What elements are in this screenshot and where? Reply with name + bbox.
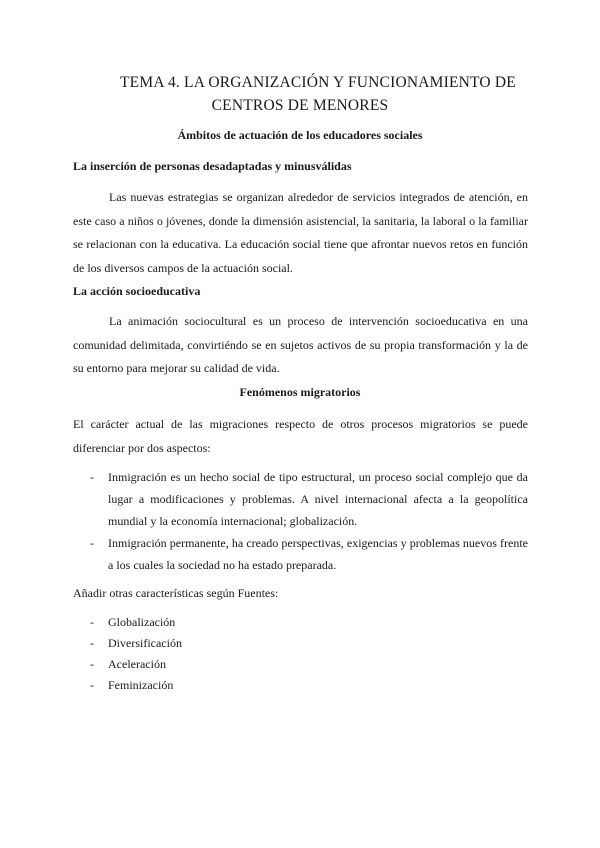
list-dash: - — [90, 636, 94, 650]
list-dash: - — [90, 657, 94, 671]
list-item — [73, 466, 528, 532]
paragraph-insercion: Las nuevas estrategias se organizan alrededor de servicios integrados de atención, en este caso a niños o jóvenes, donde la dimensión asistencial, la sanitaria, la laboral o la familiar se relacionan con la educativa. La educación social tiene que afrontar nuevos retos en función de los diversos campos de la actuación social. — [73, 190, 528, 275]
list-item-text: Globalización — [108, 615, 176, 629]
list-item-text: Inmigración permanente, ha creado perspectivas, exigencias y problemas nuevos frente a los cuales la sociedad no ha estado preparada. — [108, 536, 528, 572]
paragraph-migraciones-intro: El carácter actual de las migraciones respecto de otros procesos migratorios se puede diferenciar por dos aspectos: — [73, 417, 528, 455]
list-item-text: Aceleración — [108, 657, 166, 671]
document-title-line-1: TEMA 4. LA ORGANIZACIÓN Y FUNCIONAMIENTO DE — [120, 74, 516, 91]
list-dash: - — [90, 615, 94, 629]
list-item — [73, 675, 528, 696]
list-item — [73, 654, 528, 675]
section-heading-accion: La acción socioeducativa — [73, 284, 201, 298]
list-item-text: Diversificación — [108, 636, 182, 650]
section-heading-fenomenos: Fenómenos migratorios — [239, 385, 361, 399]
list-item-text: Inmigración es un hecho social de tipo estructural, un proceso social complejo que da lugar a modificaciones y problemas. A nivel internacional afecta a la geopolítica mundial y la economía internacional; globalización. — [108, 470, 528, 528]
list-item — [73, 633, 528, 654]
paragraph-accion: La animación sociocultural es un proceso de intervención socioeducativa en una comunidad delimitada, convirtiéndo se en sujetos activos de su propia transformación y la de su entorno para mejorar su calidad de vida. — [73, 314, 528, 375]
list-item — [73, 612, 528, 633]
subtitle-heading: Ámbitos de actuación de los educadores sociales — [177, 128, 423, 142]
list-item — [73, 532, 528, 576]
document-title-line-2: CENTROS DE MENORES — [211, 97, 389, 114]
list-item-text: Feminización — [108, 678, 174, 692]
characteristics-list — [73, 612, 528, 696]
list-dash: - — [90, 470, 94, 484]
list-dash: - — [90, 678, 94, 692]
list-dash: - — [90, 536, 94, 550]
paragraph-extra-intro: Añadir otras características según Fuentes: — [73, 586, 279, 600]
section-heading-insercion: La inserción de personas desadaptadas y minusválidas — [73, 159, 352, 173]
migration-aspects-list — [73, 466, 528, 576]
